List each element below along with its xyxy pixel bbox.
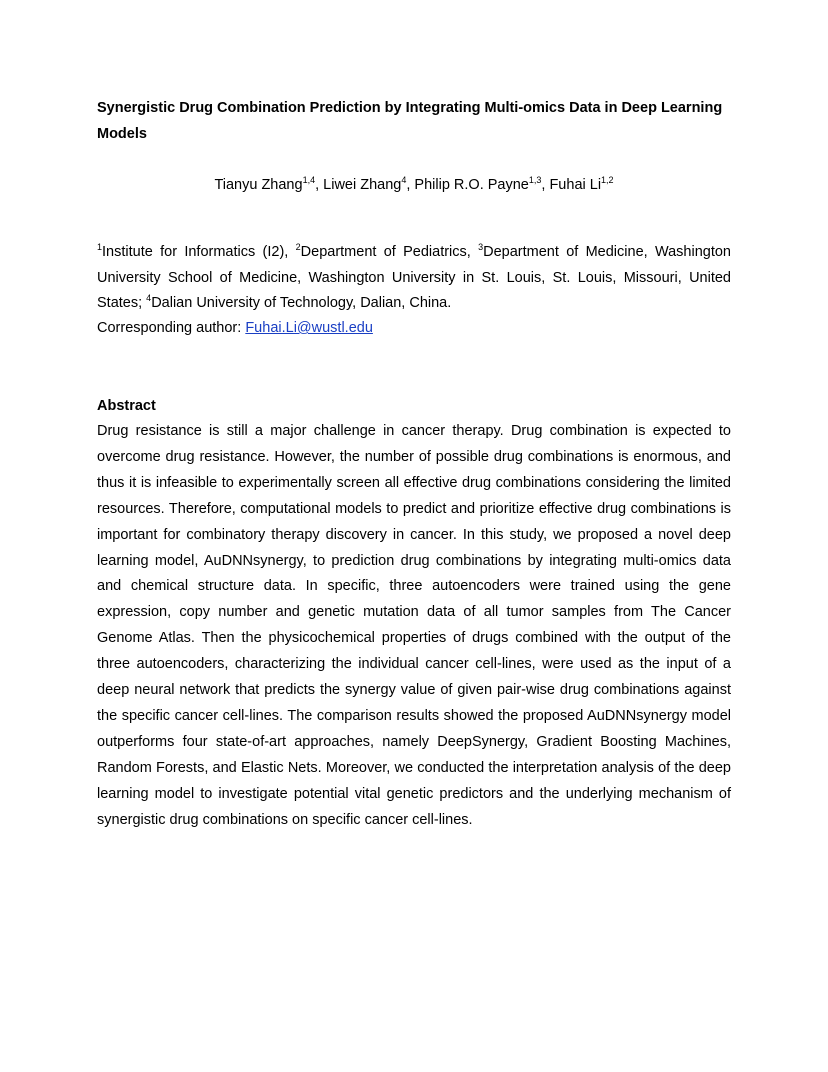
affiliation-text: Dalian University of Technology, Dalian, China. (151, 295, 452, 311)
author-name: Fuhai Li (549, 177, 602, 193)
author-separator: , (406, 177, 415, 193)
author-separator: , (315, 177, 324, 193)
author-affiliation-marker: 1,2 (601, 175, 614, 186)
affiliation-marker: 2 (295, 242, 301, 253)
abstract-body: Drug resistance is still a major challenge in cancer therapy. Drug combination is expected to overcome drug resistance. However, the number of possible drug combinations is enormous, and thus it is infeasible to experimentally screen all effective drug combinations considering the limited resources. Therefore, computational models to predict and prioritize effective drug combinations is important for combinatory therapy discovery in cancer. In this study, we proposed a novel deep learning model, AuDNNsynergy, to prediction drug combinations by integrating multi-omics data and chemical structure data. In specific, three autoencoders were trained using the gene expression, copy number and genetic mutation data of all tumor samples from The Cancer Genome Atlas. Then the physicochemical properties of drugs combined with the output of the three autoencoders, characterizing the individual cancer cell-lines, were used as the input of a deep neural network that predicts the synergy value of given pair-wise drug combinations against the specific cancer cell-lines. The comparison results showed the proposed AuDNNsynergy model outperforms four state-of-art approaches, namely DeepSynergy, Gradient Boosting Machines, Random Forests, and Elastic Nets. Moreover, we conducted the interpretation analysis of the deep learning model to investigate potential vital genetic predictors and the underlying mechanism of synergistic drug combinations on specific cancer cell-lines. (97, 423, 731, 828)
author-list (97, 173, 731, 197)
corresponding-author-label: Corresponding author: (97, 320, 246, 336)
affiliation-text: Department of Pediatrics, (300, 244, 479, 260)
author-name: Tianyu Zhang (214, 177, 303, 193)
author-affiliation-marker: 4 (401, 175, 407, 186)
author-affiliation-marker: 1,4 (302, 175, 316, 186)
author-affiliation-marker: 1,3 (528, 175, 542, 186)
affiliations (97, 240, 731, 317)
corresponding-author-email-link[interactable]: Fuhai.Li@wustl.edu (245, 320, 373, 336)
abstract-heading: Abstract (97, 398, 156, 414)
corresponding-author (97, 316, 731, 341)
affiliation-text: Institute for Informatics (I2), (102, 244, 296, 260)
paper-title: Synergistic Drug Combination Prediction by Integrating Multi-omics Data in Deep Learning Models (97, 100, 723, 142)
affiliation-marker: 4 (146, 293, 152, 304)
affiliation-marker: 1 (97, 242, 103, 253)
author-name: Philip R.O. Payne (414, 177, 529, 193)
author-separator: , (541, 177, 550, 193)
author-name: Liwei Zhang (323, 177, 402, 193)
affiliation-marker: 3 (478, 242, 484, 253)
affiliation-text: Department of Medicine, Washington University School of Medicine, Washington University in St. Louis, St. Louis, Missouri, United States; (97, 244, 732, 311)
